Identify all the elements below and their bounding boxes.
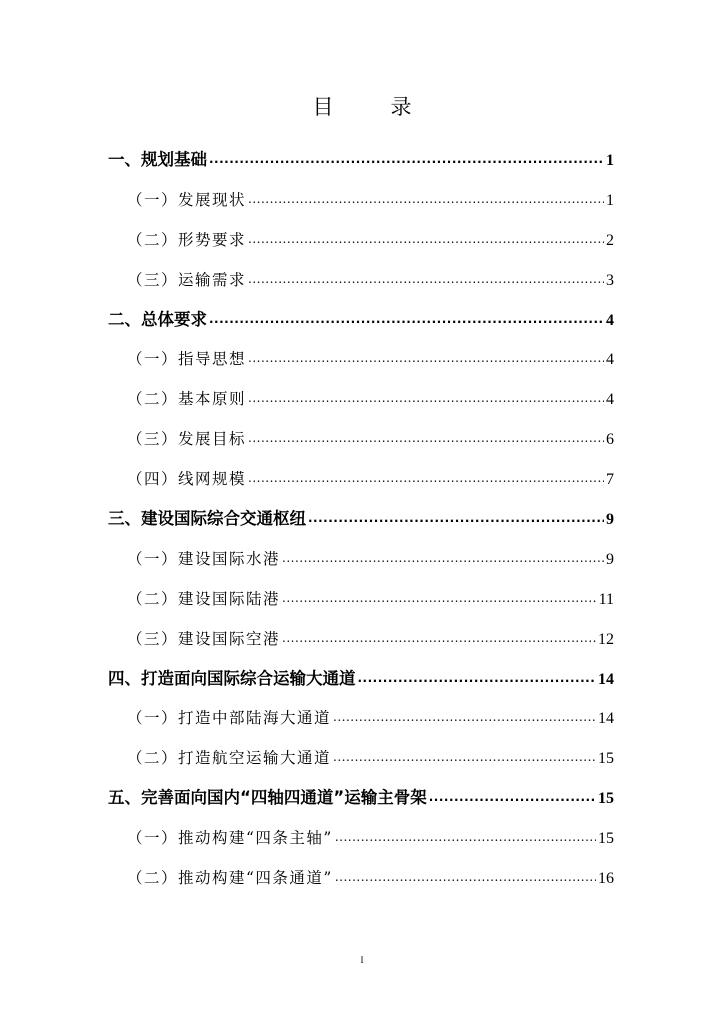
dot-leader xyxy=(308,504,604,524)
toc-entry[interactable] xyxy=(108,182,614,222)
toc-title: 目 录 xyxy=(312,95,430,119)
toc-entry[interactable] xyxy=(108,621,614,661)
toc-entry-page: 14 xyxy=(598,670,614,688)
toc-entry[interactable] xyxy=(108,780,614,820)
toc-entry-label: （一）推动构建“四条主轴” xyxy=(127,829,333,848)
toc-entry-label: 四、打造面向国际综合运输大通道 xyxy=(108,668,356,688)
dot-leader xyxy=(358,664,597,684)
toc-entry[interactable] xyxy=(108,661,614,701)
toc-entry-label: （一）发展现状 xyxy=(127,190,247,209)
toc-entry-page: 14 xyxy=(598,710,614,728)
toc-entry[interactable] xyxy=(108,461,614,501)
toc-entry-label: （三）发展目标 xyxy=(127,430,247,449)
toc-entry-page: 2 xyxy=(606,231,614,249)
dot-leader xyxy=(282,584,597,604)
toc-entry[interactable] xyxy=(108,700,614,740)
toc-entry-page: 15 xyxy=(598,790,614,808)
dot-leader xyxy=(335,823,596,843)
toc-entry-page: 7 xyxy=(606,471,614,489)
dot-leader xyxy=(248,424,604,444)
toc-entry[interactable] xyxy=(108,820,614,860)
toc-entry-label: （二）形势要求 xyxy=(127,230,247,249)
toc-entry-label: （二）建设国际陆港 xyxy=(127,589,281,608)
dot-leader xyxy=(248,344,604,364)
toc-entry[interactable] xyxy=(108,341,614,381)
dot-leader xyxy=(248,384,604,404)
toc-entry-label: （一）打造中部陆海大通道 xyxy=(127,709,332,728)
toc-entry-page: 1 xyxy=(606,152,614,169)
toc-entry-label: （二）基本原则 xyxy=(127,390,247,409)
toc-entry-page: 16 xyxy=(598,870,614,888)
toc-entry-page: 9 xyxy=(606,550,614,568)
dot-leader xyxy=(248,464,604,484)
toc-entry-label: 一、规划基础 xyxy=(108,150,207,169)
toc-entry-page: 3 xyxy=(606,271,614,289)
toc-entry-page: 12 xyxy=(598,630,614,648)
dot-leader xyxy=(282,624,596,644)
toc-entry[interactable] xyxy=(108,262,614,302)
dot-leader xyxy=(209,145,604,165)
dot-leader xyxy=(429,783,596,803)
toc-entry-label: 五、完善面向国内“四轴四通道”运输主骨架 xyxy=(108,788,427,808)
dot-leader xyxy=(333,703,596,723)
toc-entry-label: 二、总体要求 xyxy=(108,309,207,329)
toc-entry-page: 4 xyxy=(606,311,614,329)
toc-entry-page: 9 xyxy=(606,511,614,529)
toc-entry-label: （三）运输需求 xyxy=(127,270,247,289)
page-number: I xyxy=(360,955,364,965)
toc-entry[interactable] xyxy=(108,142,614,182)
toc-entry-label: （四）线网规模 xyxy=(127,470,247,489)
toc-entry-page: 6 xyxy=(606,431,614,449)
toc-entry[interactable] xyxy=(108,421,614,461)
dot-leader xyxy=(248,265,604,285)
table-of-contents xyxy=(108,142,614,900)
toc-entry-label: （一）建设国际水港 xyxy=(127,549,281,568)
toc-entry[interactable] xyxy=(108,501,614,541)
toc-entry-page: 15 xyxy=(598,830,614,848)
toc-entry-page: 1 xyxy=(606,191,614,209)
dot-leader xyxy=(333,743,596,763)
toc-entry[interactable] xyxy=(108,581,614,621)
toc-entry-label: （一）指导思想 xyxy=(127,350,247,369)
toc-entry-label: （二）推动构建“四条通道” xyxy=(127,869,333,888)
toc-entry[interactable] xyxy=(108,740,614,780)
toc-entry[interactable] xyxy=(108,860,614,900)
toc-entry[interactable] xyxy=(108,381,614,421)
toc-entry-page: 15 xyxy=(598,750,614,768)
toc-entry[interactable] xyxy=(108,302,614,342)
dot-leader xyxy=(209,305,604,325)
toc-entry-label: 三、建设国际综合交通枢纽 xyxy=(108,509,306,529)
toc-entry[interactable] xyxy=(108,541,614,581)
toc-entry-page: 4 xyxy=(606,351,614,369)
dot-leader xyxy=(248,225,604,245)
dot-leader xyxy=(282,544,604,564)
dot-leader xyxy=(248,185,604,205)
toc-entry-label: （三）建设国际空港 xyxy=(127,629,281,648)
toc-entry-page: 4 xyxy=(606,391,614,409)
dot-leader xyxy=(335,863,596,883)
toc-entry-label: （二）打造航空运输大通道 xyxy=(127,749,332,768)
toc-entry[interactable] xyxy=(108,222,614,262)
toc-entry-page: 11 xyxy=(598,590,614,608)
